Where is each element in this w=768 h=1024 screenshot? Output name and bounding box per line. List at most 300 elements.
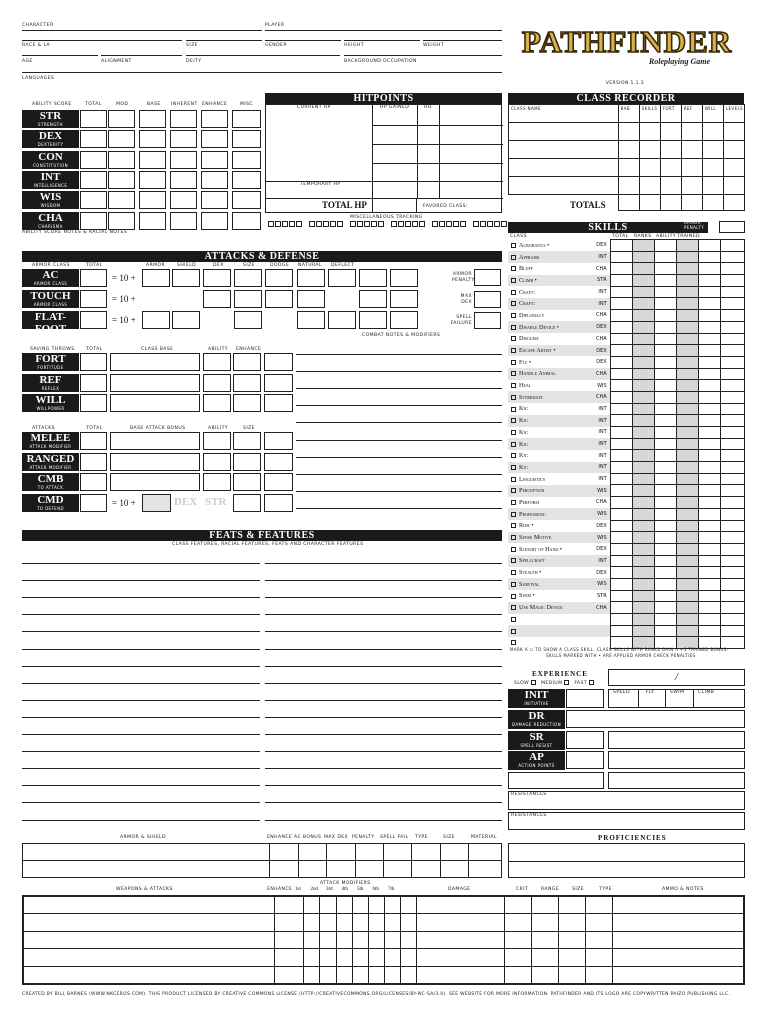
note-line[interactable] bbox=[22, 786, 260, 803]
weapon-cell[interactable] bbox=[23, 931, 275, 949]
skill-value-cell[interactable] bbox=[632, 485, 654, 497]
ability-cha-field-1[interactable] bbox=[108, 212, 135, 230]
note-line[interactable] bbox=[265, 667, 502, 684]
weapon-cell[interactable] bbox=[336, 896, 352, 914]
note-line[interactable] bbox=[265, 632, 502, 649]
fort-base-field[interactable] bbox=[110, 353, 200, 371]
class-cell[interactable] bbox=[639, 195, 660, 211]
class-cell[interactable] bbox=[702, 195, 723, 211]
flat-mod-field[interactable] bbox=[359, 311, 387, 329]
skill-value-cell[interactable] bbox=[676, 497, 698, 509]
skill-value-cell[interactable] bbox=[720, 310, 744, 322]
skill-value-cell[interactable] bbox=[654, 532, 676, 544]
skill-value-cell[interactable] bbox=[720, 298, 744, 310]
weapon-cell[interactable] bbox=[23, 949, 275, 967]
class-skill-checkbox[interactable] bbox=[511, 266, 516, 271]
note-line[interactable] bbox=[22, 615, 260, 632]
skill-value-cell[interactable] bbox=[654, 403, 676, 415]
weapon-cell[interactable] bbox=[585, 914, 612, 932]
weapon-cell[interactable] bbox=[352, 914, 368, 932]
note-line[interactable] bbox=[22, 632, 260, 649]
skill-value-cell[interactable] bbox=[676, 298, 698, 310]
skill-value-cell[interactable] bbox=[632, 543, 654, 555]
class-skill-checkbox[interactable] bbox=[511, 523, 516, 528]
skill-value-cell[interactable] bbox=[698, 462, 720, 474]
touch-mod-field[interactable] bbox=[297, 290, 325, 308]
tracker-box[interactable] bbox=[296, 221, 302, 227]
fort-enhance-field[interactable] bbox=[233, 353, 261, 371]
cmb-total-field[interactable] bbox=[80, 473, 107, 491]
class-skill-checkbox[interactable] bbox=[511, 617, 516, 622]
skill-value-cell[interactable] bbox=[632, 614, 654, 626]
skill-value-cell[interactable] bbox=[676, 286, 698, 298]
skill-value-cell[interactable] bbox=[654, 543, 676, 555]
skill-value-cell[interactable] bbox=[654, 391, 676, 403]
class-skill-checkbox[interactable] bbox=[511, 313, 516, 318]
skill-value-cell[interactable] bbox=[610, 240, 632, 252]
class-cell[interactable] bbox=[723, 195, 744, 211]
skill-value-cell[interactable] bbox=[632, 310, 654, 322]
ability-int-field-3[interactable] bbox=[170, 171, 197, 189]
skill-value-cell[interactable] bbox=[632, 625, 654, 637]
skill-value-cell[interactable] bbox=[610, 625, 632, 637]
weapon-cell[interactable] bbox=[384, 966, 400, 984]
armor-cell[interactable] bbox=[440, 844, 468, 861]
class-cell[interactable] bbox=[639, 123, 660, 141]
armor-cell[interactable] bbox=[23, 844, 270, 861]
melee-misc-field[interactable] bbox=[264, 432, 293, 450]
tracker-box[interactable] bbox=[391, 221, 397, 227]
melee-bab-field[interactable] bbox=[110, 432, 200, 450]
class-skill-checkbox[interactable] bbox=[511, 547, 516, 552]
cmd-size-field[interactable] bbox=[233, 494, 261, 512]
ac-mod-field[interactable] bbox=[203, 269, 231, 287]
class-cell[interactable] bbox=[660, 141, 681, 159]
skill-value-cell[interactable] bbox=[610, 286, 632, 298]
skill-value-cell[interactable] bbox=[610, 590, 632, 602]
alignment-field[interactable] bbox=[101, 55, 182, 56]
skill-value-cell[interactable] bbox=[676, 614, 698, 626]
weapon-cell[interactable] bbox=[558, 914, 585, 932]
note-line[interactable] bbox=[296, 355, 502, 372]
skill-value-cell[interactable] bbox=[654, 625, 676, 637]
skill-value-cell[interactable] bbox=[676, 251, 698, 263]
ability-wis-field-5[interactable] bbox=[232, 191, 261, 209]
class-skill-checkbox[interactable] bbox=[511, 488, 516, 493]
ability-con-field-5[interactable] bbox=[232, 151, 261, 169]
note-line[interactable] bbox=[265, 684, 502, 701]
skill-value-cell[interactable] bbox=[632, 473, 654, 485]
skill-value-cell[interactable] bbox=[698, 356, 720, 368]
tracker-box[interactable] bbox=[487, 221, 493, 227]
ability-dex-field-1[interactable] bbox=[108, 130, 135, 148]
xp-fast-checkbox[interactable] bbox=[589, 680, 594, 685]
tracker-box[interactable] bbox=[501, 221, 507, 227]
skill-value-cell[interactable] bbox=[632, 298, 654, 310]
ability-int-field-5[interactable] bbox=[232, 171, 261, 189]
skill-value-cell[interactable] bbox=[676, 345, 698, 357]
weapon-cell[interactable] bbox=[416, 914, 504, 932]
weapon-cell[interactable] bbox=[336, 966, 352, 984]
weapon-cell[interactable] bbox=[384, 896, 400, 914]
cmb-size-field[interactable] bbox=[233, 473, 261, 491]
skill-value-cell[interactable] bbox=[632, 240, 654, 252]
class-skill-checkbox[interactable] bbox=[511, 407, 516, 412]
skill-value-cell[interactable] bbox=[654, 298, 676, 310]
skill-value-cell[interactable] bbox=[610, 508, 632, 520]
weapon-cell[interactable] bbox=[400, 966, 416, 984]
weapon-cell[interactable] bbox=[585, 966, 612, 984]
skill-value-cell[interactable] bbox=[698, 403, 720, 415]
flat-misc-field[interactable] bbox=[390, 311, 418, 329]
note-line[interactable] bbox=[265, 718, 502, 735]
tracker-box[interactable] bbox=[316, 221, 322, 227]
skill-value-cell[interactable] bbox=[676, 462, 698, 474]
class-skill-checkbox[interactable] bbox=[511, 255, 516, 260]
class-cell[interactable] bbox=[681, 177, 702, 195]
ability-con-field-2[interactable] bbox=[139, 151, 166, 169]
weapon-cell[interactable] bbox=[585, 931, 612, 949]
skill-value-cell[interactable] bbox=[610, 251, 632, 263]
armor-cell[interactable] bbox=[270, 844, 298, 861]
ability-con-field-0[interactable] bbox=[80, 151, 107, 169]
note-line[interactable] bbox=[22, 735, 260, 752]
flat-mod-field[interactable] bbox=[172, 311, 200, 329]
skill-value-cell[interactable] bbox=[698, 567, 720, 579]
dr-field[interactable] bbox=[566, 710, 745, 728]
tracker-box[interactable] bbox=[405, 221, 411, 227]
note-line[interactable] bbox=[22, 667, 260, 684]
ability-str-field-0[interactable] bbox=[80, 110, 107, 128]
cmb-misc-field[interactable] bbox=[264, 473, 293, 491]
skill-value-cell[interactable] bbox=[720, 578, 744, 590]
armor-cell[interactable] bbox=[23, 861, 270, 878]
weapon-cell[interactable] bbox=[304, 896, 320, 914]
tracker-box[interactable] bbox=[282, 221, 288, 227]
ranged-total-field[interactable] bbox=[80, 453, 107, 471]
armor-cell[interactable] bbox=[469, 844, 502, 861]
class-cell[interactable] bbox=[681, 195, 702, 211]
skill-value-cell[interactable] bbox=[610, 356, 632, 368]
skill-value-cell[interactable] bbox=[610, 415, 632, 427]
skill-value-cell[interactable] bbox=[698, 321, 720, 333]
ability-int-field-0[interactable] bbox=[80, 171, 107, 189]
skill-value-cell[interactable] bbox=[676, 508, 698, 520]
skill-value-cell[interactable] bbox=[676, 263, 698, 275]
skill-value-cell[interactable] bbox=[632, 345, 654, 357]
skill-value-cell[interactable] bbox=[720, 614, 744, 626]
weapon-cell[interactable] bbox=[23, 966, 275, 984]
class-skill-checkbox[interactable] bbox=[511, 453, 516, 458]
skill-value-cell[interactable] bbox=[610, 567, 632, 579]
weapon-cell[interactable] bbox=[336, 931, 352, 949]
weapon-cell[interactable] bbox=[531, 931, 558, 949]
weapon-cell[interactable] bbox=[558, 966, 585, 984]
skill-value-cell[interactable] bbox=[632, 427, 654, 439]
skill-value-cell[interactable] bbox=[610, 333, 632, 345]
skill-value-cell[interactable] bbox=[632, 497, 654, 509]
skill-value-cell[interactable] bbox=[676, 427, 698, 439]
skill-value-cell[interactable] bbox=[720, 286, 744, 298]
skill-value-cell[interactable] bbox=[720, 345, 744, 357]
ability-str-field-3[interactable] bbox=[170, 110, 197, 128]
class-skill-checkbox[interactable] bbox=[511, 605, 516, 610]
class-skill-checkbox[interactable] bbox=[511, 301, 516, 306]
skill-value-cell[interactable] bbox=[610, 275, 632, 287]
ability-dex-field-4[interactable] bbox=[201, 130, 228, 148]
note-line[interactable] bbox=[296, 492, 502, 509]
skill-value-cell[interactable] bbox=[632, 275, 654, 287]
ref-misc-field[interactable] bbox=[264, 374, 293, 392]
tracker-box[interactable] bbox=[371, 221, 377, 227]
skill-value-cell[interactable] bbox=[676, 391, 698, 403]
skill-value-cell[interactable] bbox=[654, 333, 676, 345]
skill-value-cell[interactable] bbox=[654, 356, 676, 368]
class-skill-checkbox[interactable] bbox=[511, 594, 516, 599]
class-cell[interactable] bbox=[509, 141, 619, 159]
skill-value-cell[interactable] bbox=[654, 555, 676, 567]
skill-value-cell[interactable] bbox=[610, 614, 632, 626]
tracker-box[interactable] bbox=[364, 221, 370, 227]
weapon-cell[interactable] bbox=[585, 949, 612, 967]
skill-value-cell[interactable] bbox=[676, 485, 698, 497]
melee-total-field[interactable] bbox=[80, 432, 107, 450]
class-skill-checkbox[interactable] bbox=[511, 500, 516, 505]
class-skill-checkbox[interactable] bbox=[511, 629, 516, 634]
tracker-box[interactable] bbox=[412, 221, 418, 227]
note-line[interactable] bbox=[296, 406, 502, 423]
ability-int-field-4[interactable] bbox=[201, 171, 228, 189]
skill-value-cell[interactable] bbox=[610, 532, 632, 544]
armor-cell[interactable] bbox=[384, 861, 412, 878]
ability-wis-field-4[interactable] bbox=[201, 191, 228, 209]
skill-value-cell[interactable] bbox=[720, 543, 744, 555]
ability-cha-field-4[interactable] bbox=[201, 212, 228, 230]
note-line[interactable] bbox=[265, 615, 502, 632]
class-cell[interactable] bbox=[681, 159, 702, 177]
weapon-cell[interactable] bbox=[320, 896, 336, 914]
note-line[interactable] bbox=[22, 598, 260, 615]
skill-value-cell[interactable] bbox=[676, 532, 698, 544]
weapon-cell[interactable] bbox=[416, 966, 504, 984]
fort-total-field[interactable] bbox=[80, 353, 107, 371]
background-field[interactable] bbox=[344, 55, 502, 56]
weapon-cell[interactable] bbox=[400, 914, 416, 932]
skill-value-cell[interactable] bbox=[610, 543, 632, 555]
ability-cha-field-0[interactable] bbox=[80, 212, 107, 230]
spell-failure-field[interactable] bbox=[474, 312, 501, 329]
skill-value-cell[interactable] bbox=[698, 438, 720, 450]
skill-value-cell[interactable] bbox=[610, 438, 632, 450]
ranged-misc-field[interactable] bbox=[264, 453, 293, 471]
class-cell[interactable] bbox=[509, 177, 619, 195]
cmd-misc-field[interactable] bbox=[264, 494, 293, 512]
ability-str-field-5[interactable] bbox=[232, 110, 261, 128]
skill-value-cell[interactable] bbox=[654, 263, 676, 275]
init-field[interactable] bbox=[566, 689, 604, 708]
class-skill-checkbox[interactable] bbox=[511, 371, 516, 376]
skill-value-cell[interactable] bbox=[720, 380, 744, 392]
class-cell[interactable] bbox=[509, 123, 619, 141]
skill-value-cell[interactable] bbox=[698, 450, 720, 462]
tracker-box[interactable] bbox=[337, 221, 343, 227]
cmd-total-field[interactable] bbox=[80, 494, 107, 512]
weapon-cell[interactable] bbox=[384, 914, 400, 932]
note-line[interactable] bbox=[22, 547, 260, 564]
touch-misc-field[interactable] bbox=[390, 290, 418, 308]
ac-mod-field[interactable] bbox=[359, 269, 387, 287]
skill-value-cell[interactable] bbox=[610, 310, 632, 322]
touch-mod-field[interactable] bbox=[234, 290, 262, 308]
will-ability-field[interactable] bbox=[203, 394, 231, 412]
class-skill-checkbox[interactable] bbox=[511, 465, 516, 470]
weapon-cell[interactable] bbox=[368, 949, 384, 967]
tracker-box[interactable] bbox=[432, 221, 438, 227]
player-field[interactable] bbox=[265, 30, 502, 31]
armor-cell[interactable] bbox=[469, 861, 502, 878]
skill-value-cell[interactable] bbox=[698, 368, 720, 380]
weapon-cell[interactable] bbox=[275, 914, 304, 932]
note-line[interactable] bbox=[22, 718, 260, 735]
skill-value-cell[interactable] bbox=[720, 590, 744, 602]
skill-value-cell[interactable] bbox=[676, 380, 698, 392]
skill-value-cell[interactable] bbox=[676, 310, 698, 322]
ability-wis-field-2[interactable] bbox=[139, 191, 166, 209]
skill-value-cell[interactable] bbox=[720, 415, 744, 427]
class-skill-checkbox[interactable] bbox=[511, 336, 516, 341]
skill-value-cell[interactable] bbox=[720, 438, 744, 450]
note-line[interactable] bbox=[22, 769, 260, 786]
ability-str-field-4[interactable] bbox=[201, 110, 228, 128]
ac-mod-field[interactable] bbox=[172, 269, 200, 287]
class-cell[interactable] bbox=[702, 123, 723, 141]
class-skill-checkbox[interactable] bbox=[511, 395, 516, 400]
note-line[interactable] bbox=[296, 389, 502, 406]
note-line[interactable] bbox=[296, 441, 502, 458]
fort-misc-field[interactable] bbox=[264, 353, 293, 371]
note-line[interactable] bbox=[265, 752, 502, 769]
skill-value-cell[interactable] bbox=[610, 345, 632, 357]
skill-value-cell[interactable] bbox=[610, 520, 632, 532]
skill-value-cell[interactable] bbox=[632, 567, 654, 579]
skill-value-cell[interactable] bbox=[654, 240, 676, 252]
flat-mod-field[interactable] bbox=[328, 311, 356, 329]
armor-cell[interactable] bbox=[412, 844, 440, 861]
skill-value-cell[interactable] bbox=[720, 240, 744, 252]
ability-wis-field-1[interactable] bbox=[108, 191, 135, 209]
weapon-cell[interactable] bbox=[275, 931, 304, 949]
armor-cell[interactable] bbox=[298, 861, 326, 878]
skill-value-cell[interactable] bbox=[698, 543, 720, 555]
note-line[interactable] bbox=[265, 650, 502, 667]
skill-value-cell[interactable] bbox=[654, 275, 676, 287]
weapon-cell[interactable] bbox=[531, 914, 558, 932]
skill-value-cell[interactable] bbox=[632, 590, 654, 602]
will-base-field[interactable] bbox=[110, 394, 200, 412]
skill-value-cell[interactable] bbox=[654, 415, 676, 427]
weapon-cell[interactable] bbox=[504, 896, 531, 914]
skill-value-cell[interactable] bbox=[698, 625, 720, 637]
weapon-cell[interactable] bbox=[504, 914, 531, 932]
skill-value-cell[interactable] bbox=[632, 333, 654, 345]
class-cell[interactable] bbox=[723, 141, 744, 159]
skill-value-cell[interactable] bbox=[698, 240, 720, 252]
note-line[interactable] bbox=[265, 581, 502, 598]
note-line[interactable] bbox=[22, 650, 260, 667]
total-hp-field[interactable] bbox=[372, 198, 417, 213]
class-skill-checkbox[interactable] bbox=[511, 535, 516, 540]
skill-value-cell[interactable] bbox=[610, 427, 632, 439]
skill-value-cell[interactable] bbox=[676, 240, 698, 252]
weapon-cell[interactable] bbox=[352, 896, 368, 914]
skill-value-cell[interactable] bbox=[720, 356, 744, 368]
skill-value-cell[interactable] bbox=[698, 298, 720, 310]
ability-int-field-2[interactable] bbox=[139, 171, 166, 189]
skill-value-cell[interactable] bbox=[698, 497, 720, 509]
weapon-cell[interactable] bbox=[320, 949, 336, 967]
note-line[interactable] bbox=[296, 423, 502, 440]
weapon-cell[interactable] bbox=[416, 931, 504, 949]
skill-value-cell[interactable] bbox=[720, 602, 744, 614]
class-skill-checkbox[interactable] bbox=[511, 558, 516, 563]
tracker-box[interactable] bbox=[473, 221, 479, 227]
ac-mod-field[interactable] bbox=[328, 269, 356, 287]
skill-value-cell[interactable] bbox=[654, 614, 676, 626]
skill-value-cell[interactable] bbox=[610, 368, 632, 380]
skill-value-cell[interactable] bbox=[610, 391, 632, 403]
skill-value-cell[interactable] bbox=[676, 578, 698, 590]
skill-value-cell[interactable] bbox=[676, 520, 698, 532]
tracker-box[interactable] bbox=[289, 221, 295, 227]
extra-field-left[interactable] bbox=[508, 772, 604, 789]
ability-wis-field-3[interactable] bbox=[170, 191, 197, 209]
note-line[interactable] bbox=[22, 564, 260, 581]
skill-value-cell[interactable] bbox=[610, 263, 632, 275]
skill-value-cell[interactable] bbox=[676, 450, 698, 462]
skill-value-cell[interactable] bbox=[720, 427, 744, 439]
skill-value-cell[interactable] bbox=[654, 602, 676, 614]
will-misc-field[interactable] bbox=[264, 394, 293, 412]
note-line[interactable] bbox=[265, 701, 502, 718]
height-field[interactable] bbox=[344, 40, 420, 41]
ac-mod-field[interactable] bbox=[234, 269, 262, 287]
skill-value-cell[interactable] bbox=[698, 473, 720, 485]
class-skill-checkbox[interactable] bbox=[511, 360, 516, 365]
weapon-cell[interactable] bbox=[368, 966, 384, 984]
skill-value-cell[interactable] bbox=[632, 438, 654, 450]
melee-size-field[interactable] bbox=[233, 432, 261, 450]
experience-field[interactable] bbox=[608, 669, 745, 686]
ability-cha-field-3[interactable] bbox=[170, 212, 197, 230]
skill-value-cell[interactable] bbox=[632, 368, 654, 380]
skill-value-cell[interactable] bbox=[698, 286, 720, 298]
skill-value-cell[interactable] bbox=[676, 473, 698, 485]
ref-total-field[interactable] bbox=[80, 374, 107, 392]
class-skill-checkbox[interactable] bbox=[511, 383, 516, 388]
weapon-cell[interactable] bbox=[585, 896, 612, 914]
skill-value-cell[interactable] bbox=[720, 520, 744, 532]
class-cell[interactable] bbox=[660, 195, 681, 211]
skill-value-cell[interactable] bbox=[676, 543, 698, 555]
class-skill-checkbox[interactable] bbox=[511, 582, 516, 587]
skill-value-cell[interactable] bbox=[610, 485, 632, 497]
cmb-bab-field[interactable] bbox=[110, 473, 200, 491]
touch-mod-field[interactable] bbox=[203, 290, 231, 308]
weapon-cell[interactable] bbox=[612, 931, 744, 949]
skill-value-cell[interactable] bbox=[632, 462, 654, 474]
skill-value-cell[interactable] bbox=[698, 578, 720, 590]
weapon-cell[interactable] bbox=[612, 949, 744, 967]
